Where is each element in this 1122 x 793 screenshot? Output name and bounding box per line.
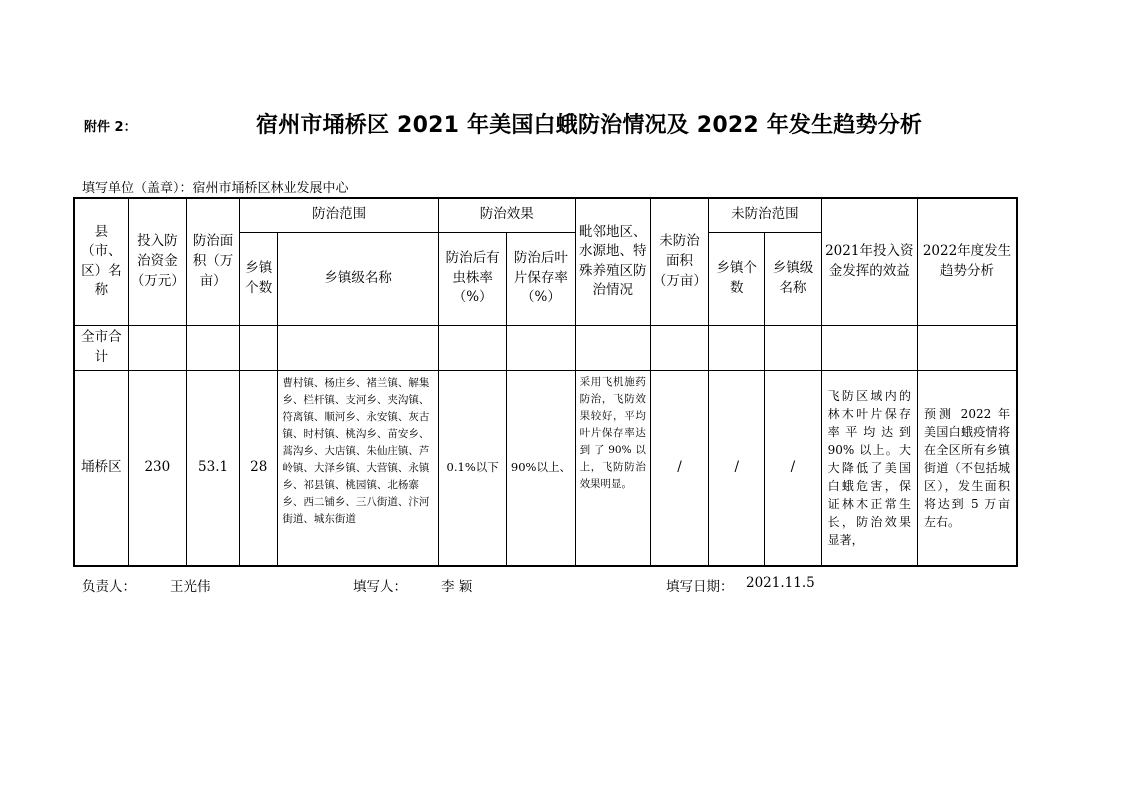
row-investment: 230: [128, 370, 186, 566]
header-untreated-town-count: 乡镇个数: [709, 232, 765, 325]
row-county: 埇桥区: [74, 370, 128, 566]
footer-date-label: 填写日期：: [666, 579, 734, 595]
header-effect: 防治效果: [439, 198, 576, 232]
row-area: 53.1: [186, 370, 239, 566]
total-row-label: 全市合计: [74, 325, 128, 370]
header-county: 县（市、区）名称: [74, 198, 128, 325]
footer-date: 2021.11.5: [746, 575, 815, 591]
row-benefit: 飞防区域内的林木叶片保存率平均达到 90% 以上。大大降低了美国白蛾危害，保证林木正常生长，防治效果显著，: [821, 370, 917, 566]
total-cell: [278, 325, 439, 370]
header-adjacent: 毗邻地区、水源地、特殊养殖区防治情况: [575, 198, 650, 325]
control-situation-table: [73, 197, 1018, 567]
total-cell: [128, 325, 186, 370]
attachment-label: 附件 2：: [84, 120, 137, 135]
total-cell: [650, 325, 708, 370]
total-cell: [507, 325, 575, 370]
footer-filler: 李 颖: [441, 579, 473, 595]
total-cell: [917, 325, 1017, 370]
row-leaf-rate: 90%以上、: [507, 370, 575, 566]
header-area: 防治面积（万亩）: [186, 198, 239, 325]
row-untreated-town-count: /: [709, 370, 765, 566]
row-trend: 预测 2022 年美国白蛾疫情将在全区所有乡镇街道（不包括城区），发生面积将达到 5 万亩左右。: [917, 370, 1017, 566]
total-cell: [186, 325, 239, 370]
header-town-count: 乡镇个数: [240, 232, 278, 325]
header-scope: 防治范围: [240, 198, 439, 232]
header-leaf-rate: 防治后叶片保存率（%）: [507, 232, 575, 325]
row-town-names: 曹村镇、杨庄乡、褚兰镇、解集乡、栏杆镇、支河乡、夹沟镇、符离镇、顺河乡、永安镇、灰古镇、时村镇、桃沟乡、苗安乡、蒿沟乡、大店镇、朱仙庄镇、芦岭镇、大泽乡镇、大营镇、永镇乡、祁县镇、桃园镇、北杨寨乡、西二铺乡、三八街道、汴河街道、城东街道: [278, 370, 439, 566]
footer-person: 王光伟: [170, 579, 211, 595]
header-untreated-area: 未防治面积（万亩）: [650, 198, 708, 325]
header-town-names: 乡镇级名称: [278, 232, 439, 325]
header-insect-rate: 防治后有虫株率（%）: [439, 232, 507, 325]
header-trend: 2022年度发生趋势分析: [917, 198, 1017, 325]
total-cell: [709, 325, 765, 370]
reporting-unit: 填写单位（盖章）：宿州市埇桥区林业发展中心: [82, 181, 349, 196]
total-cell: [439, 325, 507, 370]
page-title: 宿州市埇桥区 2021 年美国白蛾防治情况及 2022 年发生趋势分析: [256, 113, 923, 138]
footer-filler-label: 填写人：: [353, 579, 407, 595]
row-insect-rate: 0.1%以下: [439, 370, 507, 566]
total-cell: [240, 325, 278, 370]
header-untreated-town-names: 乡镇级名称: [765, 232, 821, 325]
header-benefit: 2021年投入资金发挥的效益: [821, 198, 917, 325]
row-town-count: 28: [240, 370, 278, 566]
total-cell: [575, 325, 650, 370]
row-untreated-town-names: /: [765, 370, 821, 566]
total-cell: [821, 325, 917, 370]
row-untreated-area: /: [650, 370, 708, 566]
header-untreated-scope: 未防治范围: [709, 198, 821, 232]
total-cell: [765, 325, 821, 370]
footer-person-label: 负责人：: [82, 579, 136, 595]
row-adjacent: 采用飞机施药防治，飞防效果较好，平均叶片保存率达到了90%以上，飞防防治效果明显。: [575, 370, 650, 566]
header-investment: 投入防治资金（万元）: [128, 198, 186, 325]
